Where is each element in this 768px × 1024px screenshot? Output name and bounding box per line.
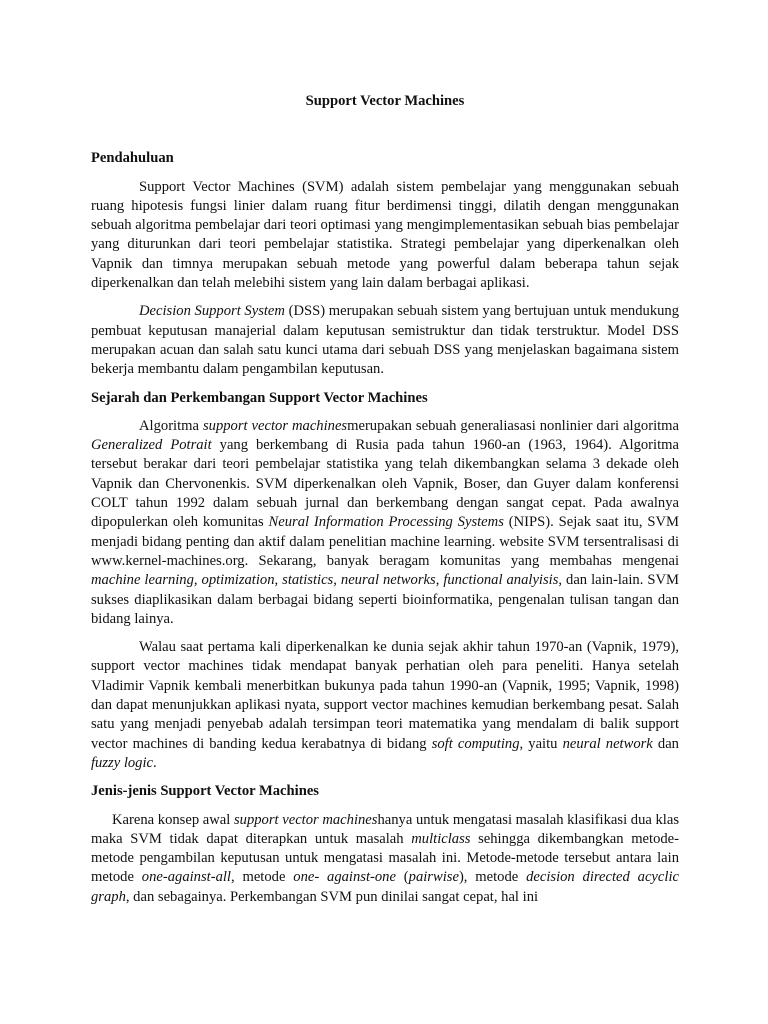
document-title: Support Vector Machines: [305, 93, 465, 109]
paragraph: Decision Support System (DSS) merupakan sebuah sistem yang bertujuan untuk mendukung pembuat keputusan manajerial dalam keputusan semistruktur dan tidak terstruktur. Model DSS merupakan acuan dan salah satu kunci utama dari sebuah DSS yang menjelaskan bagaimana sistem bekerja membantu dalam pengambilan keputusan.: [91, 303, 680, 378]
section-heading-jenis: Jenis-jenis Support Vector Machines: [91, 783, 319, 800]
document-body: [91, 92, 679, 916]
paragraph: Algoritma support vector machinesmerupakan sebuah generaliasasi nonlinier dari algoritma Generalized Potrait yang berkembang di Rusia pada tahun 1960-an (1963, 1964). Algoritma tersebut berakar dari teori pembelajar statistika yang telah dikembangkan selama 3 dekade oleh Vapnik dan Chervonenkis. SVM diperkenalkan oleh Vapnik, Boser, dan Guyer dalam konferensi COLT tahun 1992 dalam sebuah jurnal dan berkembang dengan sangat cepat. Pada awalnya dipopulerkan oleh komunitas Neural Information Processing Systems (NIPS). Sejak saat itu, SVM menjadi bidang penting dan aktif dalam penelitian machine learning. website SVM tersentralisasi di www.kernel-machines.org. Sekarang, banyak beragam komunitas yang membahas mengenai machine learning, optimization, statistics, neural networks, functional analyisis, dan lain-lain. SVM sukses diaplikasikan dalam berbagai bidang seperti bioinformatika, pengenalan tulisan tangan dan bidang lainya.: [91, 417, 680, 627]
section-heading-pendahuluan: Pendahuluan: [91, 150, 174, 167]
paragraph: Walau saat pertama kali diperkenalkan ke dunia sejak akhir tahun 1970-an (Vapnik, 1979), support vector machines tidak mendapat banyak perhatian oleh para peneliti. Hanya setelah Vladimir Vapnik kembali menerbitkan bukunya pada tahun 1990-an (Vapnik, 1995; Vapnik, 1998) dan dapat menunjukkan aplikasi nyata, support vector machines kemudian berkembang pesat. Salah satu yang menjadi penyebab adalah tersimpan teori matematika yang mendalam di balik support vector machines di banding kedua kerabatnya di bidang soft computing, yaitu neural network dan fuzzy logic.: [91, 639, 679, 771]
paragraph: Support Vector Machines (SVM) adalah sistem pembelajar yang menggunakan sebuah ruang hipotesis fungsi linier dalam ruang fitur berdimensi tinggi, dilatih dengan menggunakan sebuah algoritma pembelajar dari teori optimasi yang mengimplementasikan sebuah bias pembelajar yang diturunkan dari teori pembelajar statistika. Strategi pembelajar yang diperkenalkan oleh Vapnik dan timnya merupakan sebuah metode yang powerful dalam beberapa tahun sejak diperkenalkan dan telah melebihi sistem yang lain dalam berbagai aplikasi.: [91, 178, 679, 292]
paragraph: Karena konsep awal support vector machineshanya untuk mengatasi masalah klasifikasi dua klas maka SVM tidak dapat diterapkan untuk masalah multiclass sehingga dikembangkan metode-metode pengambilan keputusan untuk mengatasi masalah ini. Metode-metode tersebut antara lain metode one-against-all, metode one- against-one (pairwise), metode decision directed acyclic graph, dan sebagainya. Perkembangan SVM pun dinilai sangat cepat, hal ini: [91, 811, 680, 905]
section-heading-sejarah: Sejarah dan Perkembangan Support Vector Machines: [91, 389, 428, 406]
